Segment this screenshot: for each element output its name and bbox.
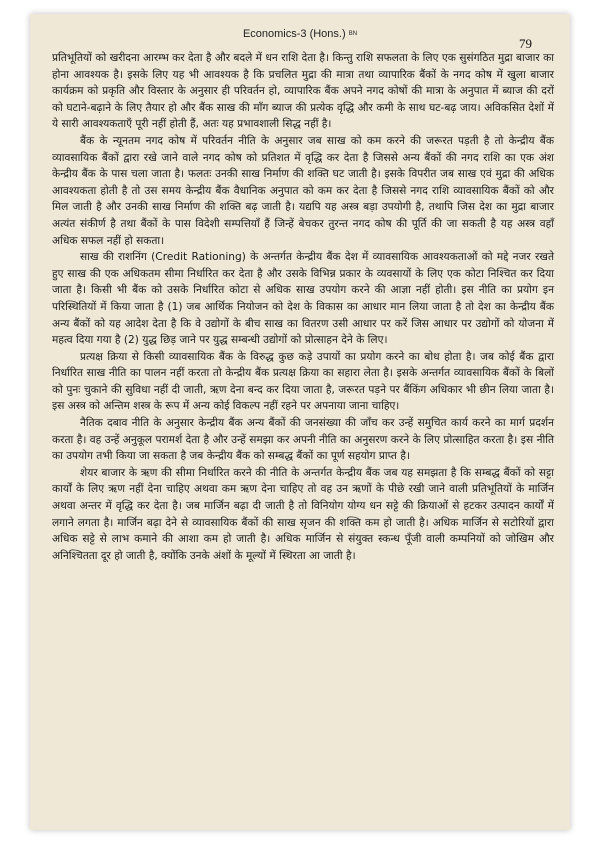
paragraph: शेयर बाजार के ऋण की सीमा निर्धारित करने की नीति के अन्तर्गत केन्द्रीय बैंक जब यह समझता है कि सम्बद्ध बैंकों को सट्टा कार्यों के लिए ऋण नहीं देना चाहिए अथवा कम ऋण देना चाहिए तो वह उन ऋणों के पीछे रखी जाने वाली प्रतिभूतियों के मार्जिन अथवा अन्तर में वृद्धि कर देता है। जब मार्जिन बढ़ा दी जाती है तो विनियोग योग्य धन सट्टे की क्रियाओं से हटकर उत्पादन कार्यों में लगाने लगता है। मार्जिन बढ़ा देने से व्यावसायिक बैंकों की साख सृजन की शक्ति कम हो जाती है। अधिक मार्जिन से सटोरियों द्वारा अधिक सट्टे से लाभ कमाने की आशा कम हो जाती है। अधिक मार्जिन से संयुक्त स्कन्ध पूँजी वाली कम्पनियों को जोखिम और अनिश्चितता दूर हो जाती है, क्योंकि उनके अंशों के मूल्यों में स्थिरता आ जाती है।	[52, 466, 554, 562]
header-title: Economics-3 (Hons.)	[242, 28, 346, 40]
header-suffix: BN	[348, 31, 358, 38]
body-text	[52, 50, 554, 564]
paragraph: प्रतिभूतियों को खरीदना आरम्भ कर देता है और बदले में धन राशि देता है। किन्तु राशि सफलता के लिए एक सुसंगठित मुद्रा बाजार का होना आवश्यक है। इसके लिए यह भी आवश्यक है कि प्रचलित मुद्रा की मात्रा तथा व्यापारिक बैंकों के नगद कोष में खुला बाजार कार्यक्रम को प्रकृति और विस्तार के अनुसार ही परिवर्तन हो, व्यापारिक बैंक अपने नगद कोषों की मात्रा के अनुपात में ब्याज की दरों को घटाने-बढ़ाने के लिए तैयार हो और बैंक साख की माँग ब्याज की प्रत्येक वृद्धि और कमी के साथ घट-बढ़ जाय। अविकसित देशों में ये सारी आवश्यकताएँ पूरी नहीं होती हैं, अतः यह प्रभावशाली सिद्ध नहीं है।	[52, 52, 554, 131]
paragraph: नैतिक दबाव नीति के अनुसार केन्द्रीय बैंक अन्य बैंकों की जनसंख्या की जाँच कर उन्हें समुचित कार्य करने का मार्ग प्रदर्शन करता है। वह उन्हें अनुकूल परामर्श देता है और उन्हें समझा कर अपनी नीति का अनुसरण करने के लिए प्रोत्साहित करता है। इस नीति का उपयोग तभी किया जा सकता है जब केन्द्रीय बैंक को सम्बद्ध बैंकों का पूर्ण सहयोग प्राप्त है।	[52, 417, 554, 463]
paragraph: बैंक के न्यूनतम नगद कोष में परिवर्तन नीति के अनुसार जब साख को कम करने की जरूरत पड़ती है तो केन्द्रीय बैंक व्यावसायिक बैंकों द्वारा रखे जाने वाले नगद कोष को प्रतिशत में वृद्धि कर देता है जिससे अन्य बैंकों की नगद राशि का एक अंश केन्द्रीय बैंक के पास चला जाता है। फलतः उनकी साख निर्माण की शक्ति घट जाती है। इसके विपरीत जब साख एवं मुद्रा की अधिक आवश्यकता होती है तो उस समय केन्द्रीय बैंक वैधानिक अनुपात को कम कर देता है जिससे नगद राशि व्यावसायिक बैंकों को और मिल जाती है और उनकी साख निर्माण की शक्ति बढ़ जाती है। यद्यपि यह अस्त्र बड़ा उपयोगी है, तथापि जिस देश का मुद्रा बाजार अत्यंत संकीर्ण है तथा बैंकों के पास विदेशी सम्पत्तियाँ हैं जिन्हें बेचकर तुरन्त नगद कोष की पूर्ति की जा सकती है यह अस्त्र वहाँ अधिक सफल नहीं हो सकता।	[52, 134, 554, 247]
running-header	[30, 28, 570, 40]
paragraph: साख की राशनिंग (Credit Rationing) के अन्तर्गत केन्द्रीय बैंक देश में व्यावसायिक आवश्यकताओं को मद्दे नजर रखते हुए साख की एक अधिकतम सीमा निर्धारित कर देता है और उसके विभिन्न प्रकार के व्यवसायों के लिए एक कोटा निश्चित कर दिया जाता है। किसी भी बैंक को उसके निर्धारित कोटा से अधिक साख उपयोग करने की आज्ञा नहीं होती। इस नीति का प्रयोग इन परिस्थितियों में किया जाता है (1) जब आर्थिक नियोजन को देश के विकास का आधार मान लिया जाता है तो देश का केन्द्रीय बैंक अन्य बैंकों को यह आदेश देता है कि वे उद्योगों के बीच साख का वितरण उसी आधार पर करें जिस आधार पर उद्योगों को योजना में महत्व दिया गया है (2) युद्ध छिड़ जाने पर युद्ध सम्बन्धी उद्योगों को प्रोत्साहन देने के लिए।	[52, 251, 554, 347]
paragraph: प्रत्यक्ष क्रिया से किसी व्यावसायिक बैंक के विरुद्ध कुछ कड़े उपायों का प्रयोग करने का बोध होता है। जब कोई बैंक द्वारा निर्धारित साख नीति का पालन नहीं करता तो केन्द्रीय बैंक प्रत्यक्ष क्रिया का सहारा लेता है। इसके अन्तर्गत व्यावसायिक बैंकों के बिलों को पुनः चुकाने की सुविधा नहीं दी जाती, ऋण देना बन्द कर दिया जाता है, जरूरत पड़ने पर बैंकिंग अधिकार भी छीन लिया जाता है। इस अस्त्र को अन्तिम शस्त्र के रूप में अन्य कोई विकल्प नहीं रहने पर अपनाया जाना चाहिए।	[52, 350, 554, 413]
document-page	[30, 14, 570, 830]
page-number: 79	[519, 36, 532, 51]
